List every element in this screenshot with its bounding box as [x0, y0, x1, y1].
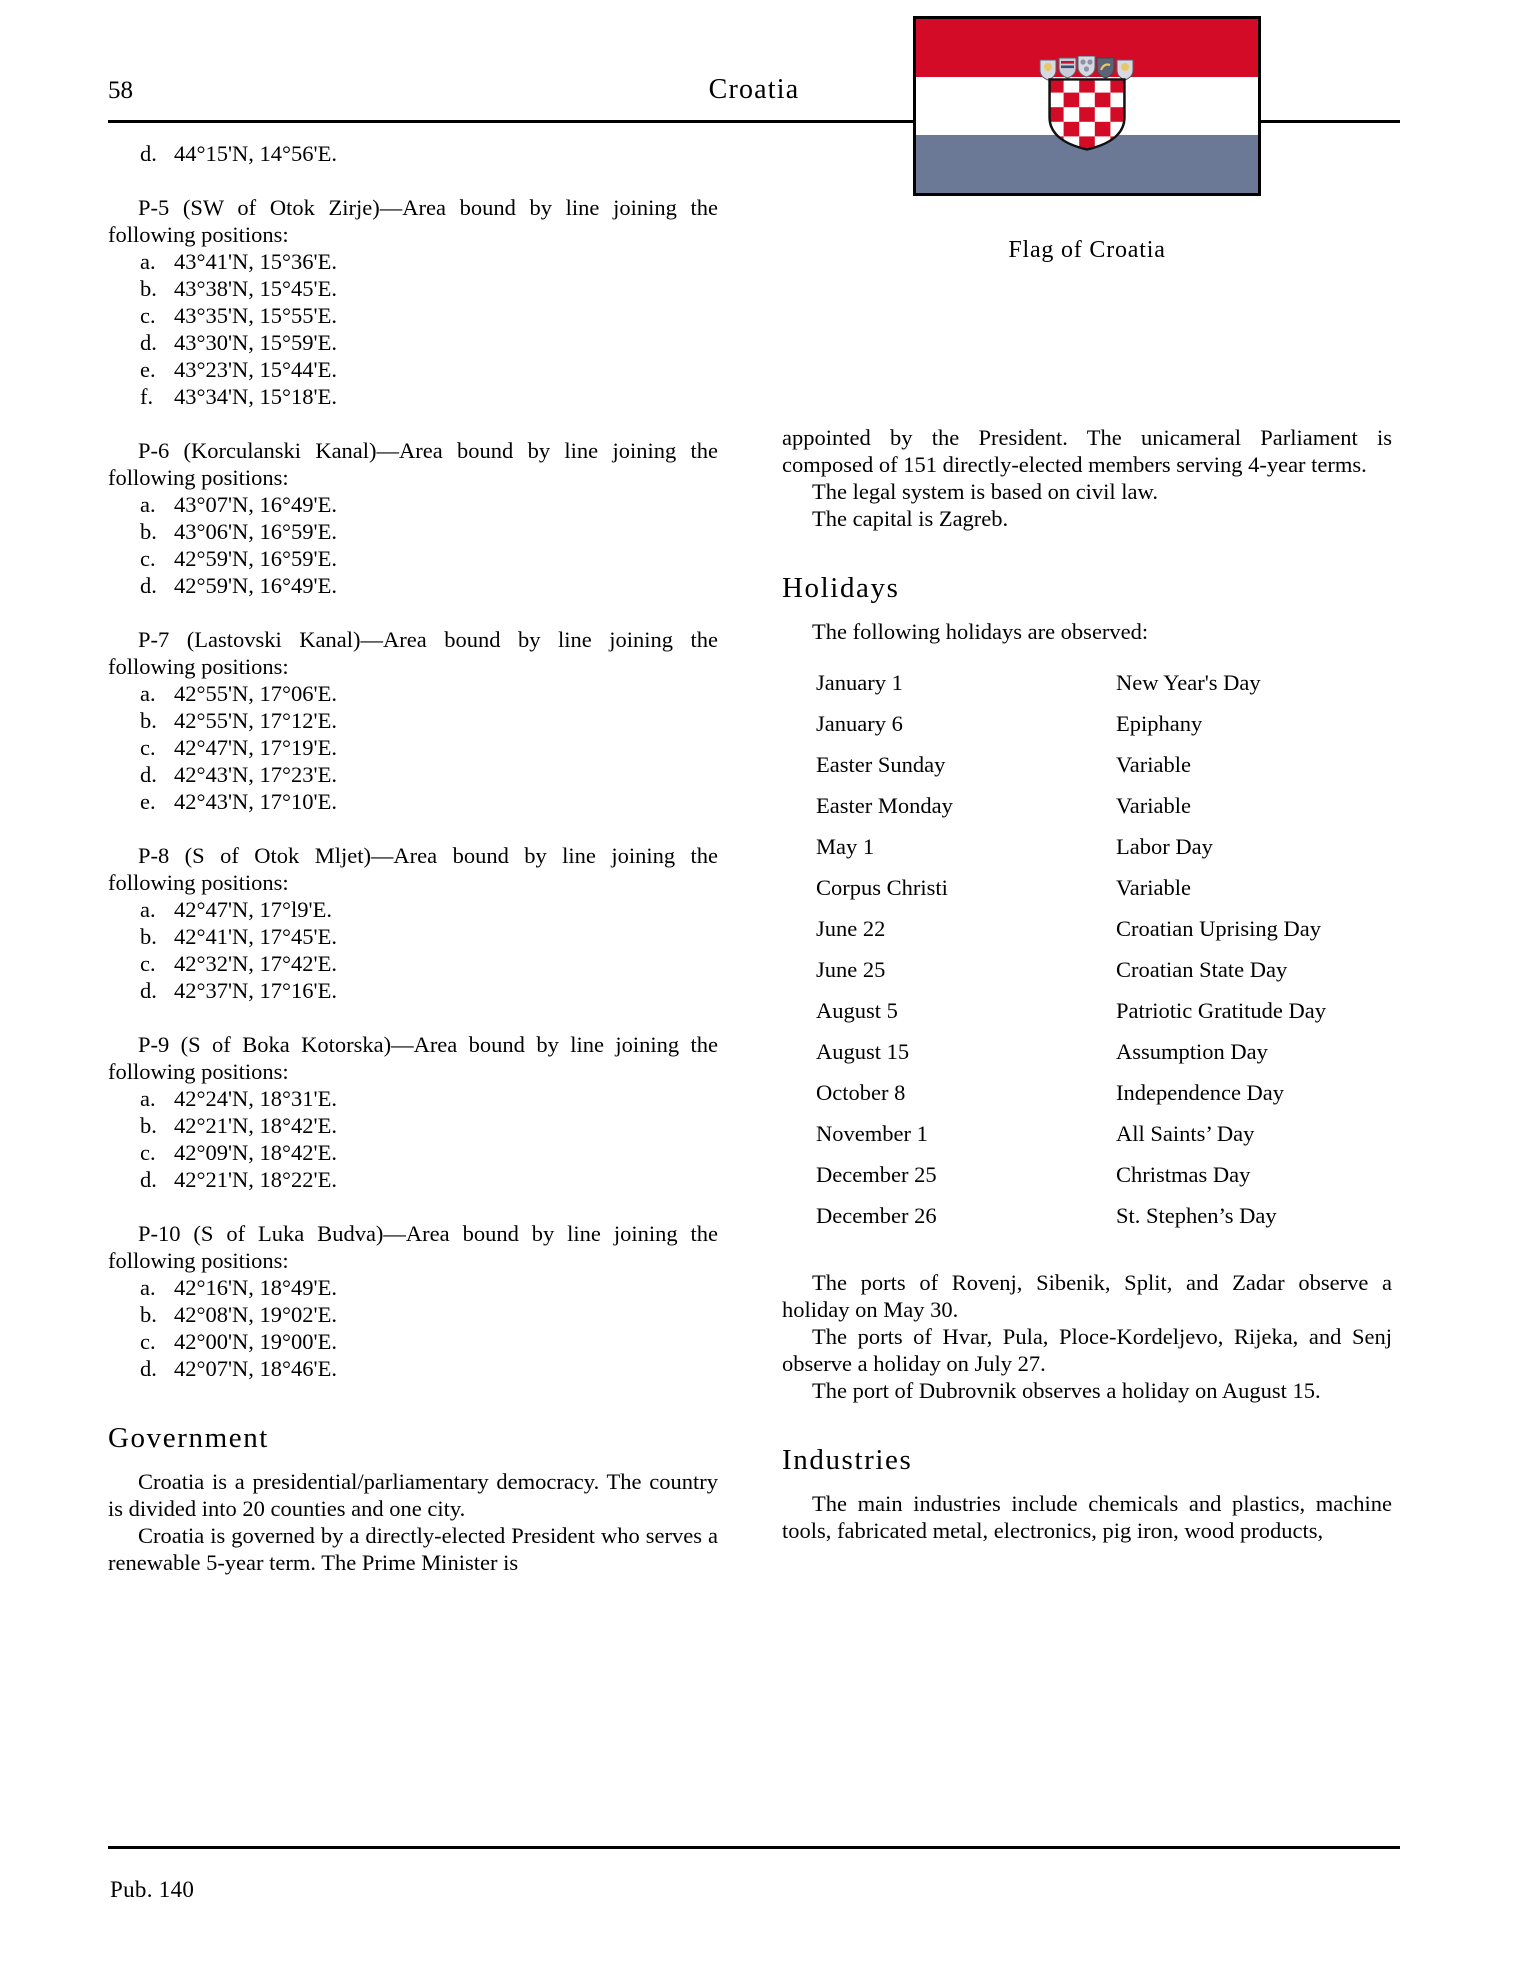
holiday-date: November 1 [816, 1121, 928, 1146]
holiday-date: Easter Monday [816, 793, 953, 818]
table-row [816, 1161, 1326, 1202]
list-marker: e. [140, 357, 156, 382]
holiday-name: New Year's Day [1116, 670, 1261, 695]
table-row [816, 997, 1326, 1038]
list-item [108, 491, 718, 518]
table-row [816, 1038, 1326, 1079]
flag-caption: Flag of Croatia [1008, 237, 1166, 263]
list-marker: d. [140, 573, 157, 598]
holiday-date: January 6 [816, 711, 903, 736]
coordinate-value: 44°15'N, 14°56'E. [174, 141, 337, 166]
coordinate-value: 42°08'N, 19°02'E. [174, 1302, 337, 1327]
government-paragraph-1: Croatia is a presidential/parliamentary democracy. The country is divided into 20 counties and one city. [108, 1469, 718, 1521]
holiday-name: Croatian State Day [1116, 957, 1288, 982]
coordinate-value: 42°21'N, 18°22'E. [174, 1167, 337, 1192]
list-item [108, 1328, 718, 1355]
area-intro-p9: P-9 (S of Boka Kotorska)—Area bound by line joining the following positions: [108, 1032, 718, 1084]
coordinate-value: 42°24'N, 18°31'E. [174, 1086, 337, 1111]
holiday-date: May 1 [816, 834, 875, 859]
coat-of-arms-icon [1048, 56, 1126, 151]
list-item [108, 302, 718, 329]
holiday-date: December 25 [816, 1162, 937, 1187]
coordinate-value: 42°32'N, 17°42'E. [174, 951, 337, 976]
list-item [108, 545, 718, 572]
holiday-name: Labor Day [1116, 834, 1213, 859]
table-row [816, 874, 1326, 915]
coordinate-value: 42°43'N, 17°23'E. [174, 762, 337, 787]
list-item [108, 572, 718, 599]
list-marker: d. [140, 330, 157, 355]
holiday-name: St. Stephen’s Day [1116, 1203, 1277, 1228]
coordinate-list-p6 [108, 491, 718, 599]
holiday-name: Independence Day [1116, 1080, 1285, 1105]
coordinate-value: 42°21'N, 18°42'E. [174, 1113, 337, 1138]
coordinate-value: 43°38'N, 15°45'E. [174, 276, 337, 301]
section-heading-industries: Industries [782, 1444, 913, 1476]
legal-system-paragraph: The legal system is based on civil law. [812, 479, 1158, 504]
coordinate-value: 42°07'N, 18°46'E. [174, 1356, 337, 1381]
holidays-table [816, 669, 1326, 1243]
table-row [816, 915, 1326, 956]
list-marker: f. [140, 384, 154, 409]
government-paragraph-2: Croatia is governed by a directly-elected President who serves a renewable 5-year term. The Prime Minister is [108, 1523, 718, 1575]
list-marker: c. [140, 546, 156, 571]
holiday-note-1: The ports of Rovenj, Sibenik, Split, and Zadar observe a holiday on May 30. [782, 1270, 1392, 1322]
checkerboard-shield-icon [1048, 78, 1126, 151]
coordinate-value: 42°59'N, 16°49'E. [174, 573, 337, 598]
page-number: 58 [108, 77, 133, 104]
coordinate-value: 43°07'N, 16°49'E. [174, 492, 337, 517]
list-item [108, 1301, 718, 1328]
list-item [108, 977, 718, 1004]
holiday-note-2: The ports of Hvar, Pula, Ploce-Kordeljevo, Rijeka, and Senj observe a holiday on July 27. [782, 1324, 1392, 1376]
holiday-name: All Saints’ Day [1116, 1121, 1255, 1146]
coordinate-value: 42°37'N, 17°16'E. [174, 978, 337, 1003]
holiday-date: December 26 [816, 1203, 937, 1228]
list-marker: d. [140, 978, 157, 1003]
list-marker: a. [140, 681, 156, 706]
list-item [108, 248, 718, 275]
flag-figure [782, 16, 1392, 264]
list-marker: c. [140, 1329, 156, 1354]
orphan-coordinate-list [108, 140, 718, 167]
coordinate-value: 42°16'N, 18°49'E. [174, 1275, 337, 1300]
right-column [782, 424, 1392, 1544]
list-marker: b. [140, 924, 157, 949]
area-intro-p8: P-8 (S of Otok Mljet)—Area bound by line joining the following positions: [108, 843, 718, 895]
list-marker: a. [140, 249, 156, 274]
footer-rule [108, 1846, 1400, 1849]
holiday-date: August 5 [816, 998, 898, 1023]
list-marker: b. [140, 708, 157, 733]
area-intro-p5: P-5 (SW of Otok Zirje)—Area bound by line joining the following positions: [108, 195, 718, 247]
holiday-note-3: The port of Dubrovnik observes a holiday on August 15. [812, 1378, 1321, 1403]
coordinate-list-p5 [108, 248, 718, 410]
list-marker: e. [140, 789, 156, 814]
coordinate-list-p8 [108, 896, 718, 1004]
coordinate-value: 42°55'N, 17°06'E. [174, 681, 337, 706]
area-intro-p7: P-7 (Lastovski Kanal)—Area bound by line joining the following positions: [108, 627, 718, 679]
list-item [108, 707, 718, 734]
coordinate-value: 43°06'N, 16°59'E. [174, 519, 337, 544]
list-item [108, 518, 718, 545]
holiday-name: Variable [1116, 752, 1191, 777]
list-marker: a. [140, 1275, 156, 1300]
list-item [108, 734, 718, 761]
list-marker: d. [140, 141, 157, 166]
list-item [108, 788, 718, 815]
industries-paragraph: The main industries include chemicals and plastics, machine tools, fabricated metal, electronics, pig iron, wood products, [782, 1491, 1392, 1543]
list-marker: d. [140, 762, 157, 787]
list-item [108, 1112, 718, 1139]
section-heading-government: Government [108, 1422, 269, 1454]
coordinate-list-p7 [108, 680, 718, 815]
table-row [816, 669, 1326, 710]
holiday-name: Assumption Day [1116, 1039, 1268, 1064]
table-row [816, 792, 1326, 833]
coordinate-value: 43°23'N, 15°44'E. [174, 357, 337, 382]
list-item [108, 1085, 718, 1112]
list-marker: b. [140, 276, 157, 301]
table-row [816, 710, 1326, 751]
coordinate-value: 43°35'N, 15°55'E. [174, 303, 337, 328]
list-marker: c. [140, 735, 156, 760]
list-item [108, 1139, 718, 1166]
list-item [108, 761, 718, 788]
list-marker: b. [140, 1302, 157, 1327]
holiday-date: June 22 [816, 916, 886, 941]
coordinate-value: 42°59'N, 16°59'E. [174, 546, 337, 571]
holiday-name: Variable [1116, 793, 1191, 818]
holiday-date: Corpus Christi [816, 875, 948, 900]
page-title: Croatia [708, 74, 800, 105]
table-row [816, 1079, 1326, 1120]
list-item [108, 329, 718, 356]
holiday-date: June 25 [816, 957, 886, 982]
coordinate-value: 42°47'N, 17°19'E. [174, 735, 337, 760]
capital-paragraph: The capital is Zagreb. [812, 506, 1009, 531]
coordinate-value: 43°34'N, 15°18'E. [174, 384, 337, 409]
list-marker: b. [140, 519, 157, 544]
coordinate-value: 42°55'N, 17°12'E. [174, 708, 337, 733]
holiday-date: August 15 [816, 1039, 910, 1064]
list-item [108, 896, 718, 923]
area-intro-p10: P-10 (S of Luka Budva)—Area bound by line joining the following positions: [108, 1221, 718, 1273]
table-row [816, 1120, 1326, 1161]
list-marker: c. [140, 1140, 156, 1165]
holiday-name: Variable [1116, 875, 1191, 900]
list-item [108, 950, 718, 977]
list-item [108, 140, 718, 167]
holiday-name: Patriotic Gratitude Day [1116, 998, 1326, 1023]
publication-label: Pub. 140 [110, 1877, 195, 1902]
list-marker: c. [140, 951, 156, 976]
table-row [816, 1202, 1326, 1243]
section-heading-holidays: Holidays [782, 572, 900, 604]
holiday-name: Epiphany [1116, 711, 1203, 736]
coordinate-value: 43°30'N, 15°59'E. [174, 330, 337, 355]
list-item [108, 680, 718, 707]
holiday-date: Easter Sunday [816, 752, 946, 777]
coordinate-list-p9 [108, 1085, 718, 1193]
list-item [108, 1355, 718, 1382]
left-column [108, 140, 718, 1576]
table-row [816, 833, 1326, 874]
list-item [108, 923, 718, 950]
coordinate-value: 42°09'N, 18°42'E. [174, 1140, 337, 1165]
coordinate-list-p10 [108, 1274, 718, 1382]
list-item [108, 1166, 718, 1193]
list-item [108, 275, 718, 302]
table-row [816, 956, 1326, 997]
holidays-intro: The following holidays are observed: [812, 619, 1149, 644]
list-item [108, 356, 718, 383]
flag-of-croatia-image [913, 16, 1261, 196]
list-marker: d. [140, 1167, 157, 1192]
list-marker: a. [140, 1086, 156, 1111]
government-continued-paragraph: appointed by the President. The unicameral Parliament is composed of 151 directly-elected members serving 4-year terms. [782, 425, 1392, 477]
holiday-name: Christmas Day [1116, 1162, 1251, 1187]
list-marker: d. [140, 1356, 157, 1381]
area-intro-p6: P-6 (Korculanski Kanal)—Area bound by line joining the following positions: [108, 438, 718, 490]
coordinate-value: 42°00'N, 19°00'E. [174, 1329, 337, 1354]
holiday-name: Croatian Uprising Day [1116, 916, 1321, 941]
coordinate-value: 42°47'N, 17°l9'E. [174, 897, 332, 922]
coordinate-value: 42°43'N, 17°10'E. [174, 789, 337, 814]
holiday-date: October 8 [816, 1080, 906, 1105]
list-item [108, 383, 718, 410]
holiday-date: January 1 [816, 670, 903, 695]
list-marker: a. [140, 897, 156, 922]
coordinate-value: 42°41'N, 17°45'E. [174, 924, 337, 949]
list-item [108, 1274, 718, 1301]
list-marker: c. [140, 303, 156, 328]
coordinate-value: 43°41'N, 15°36'E. [174, 249, 337, 274]
table-row [816, 751, 1326, 792]
list-marker: a. [140, 492, 156, 517]
list-marker: b. [140, 1113, 157, 1138]
